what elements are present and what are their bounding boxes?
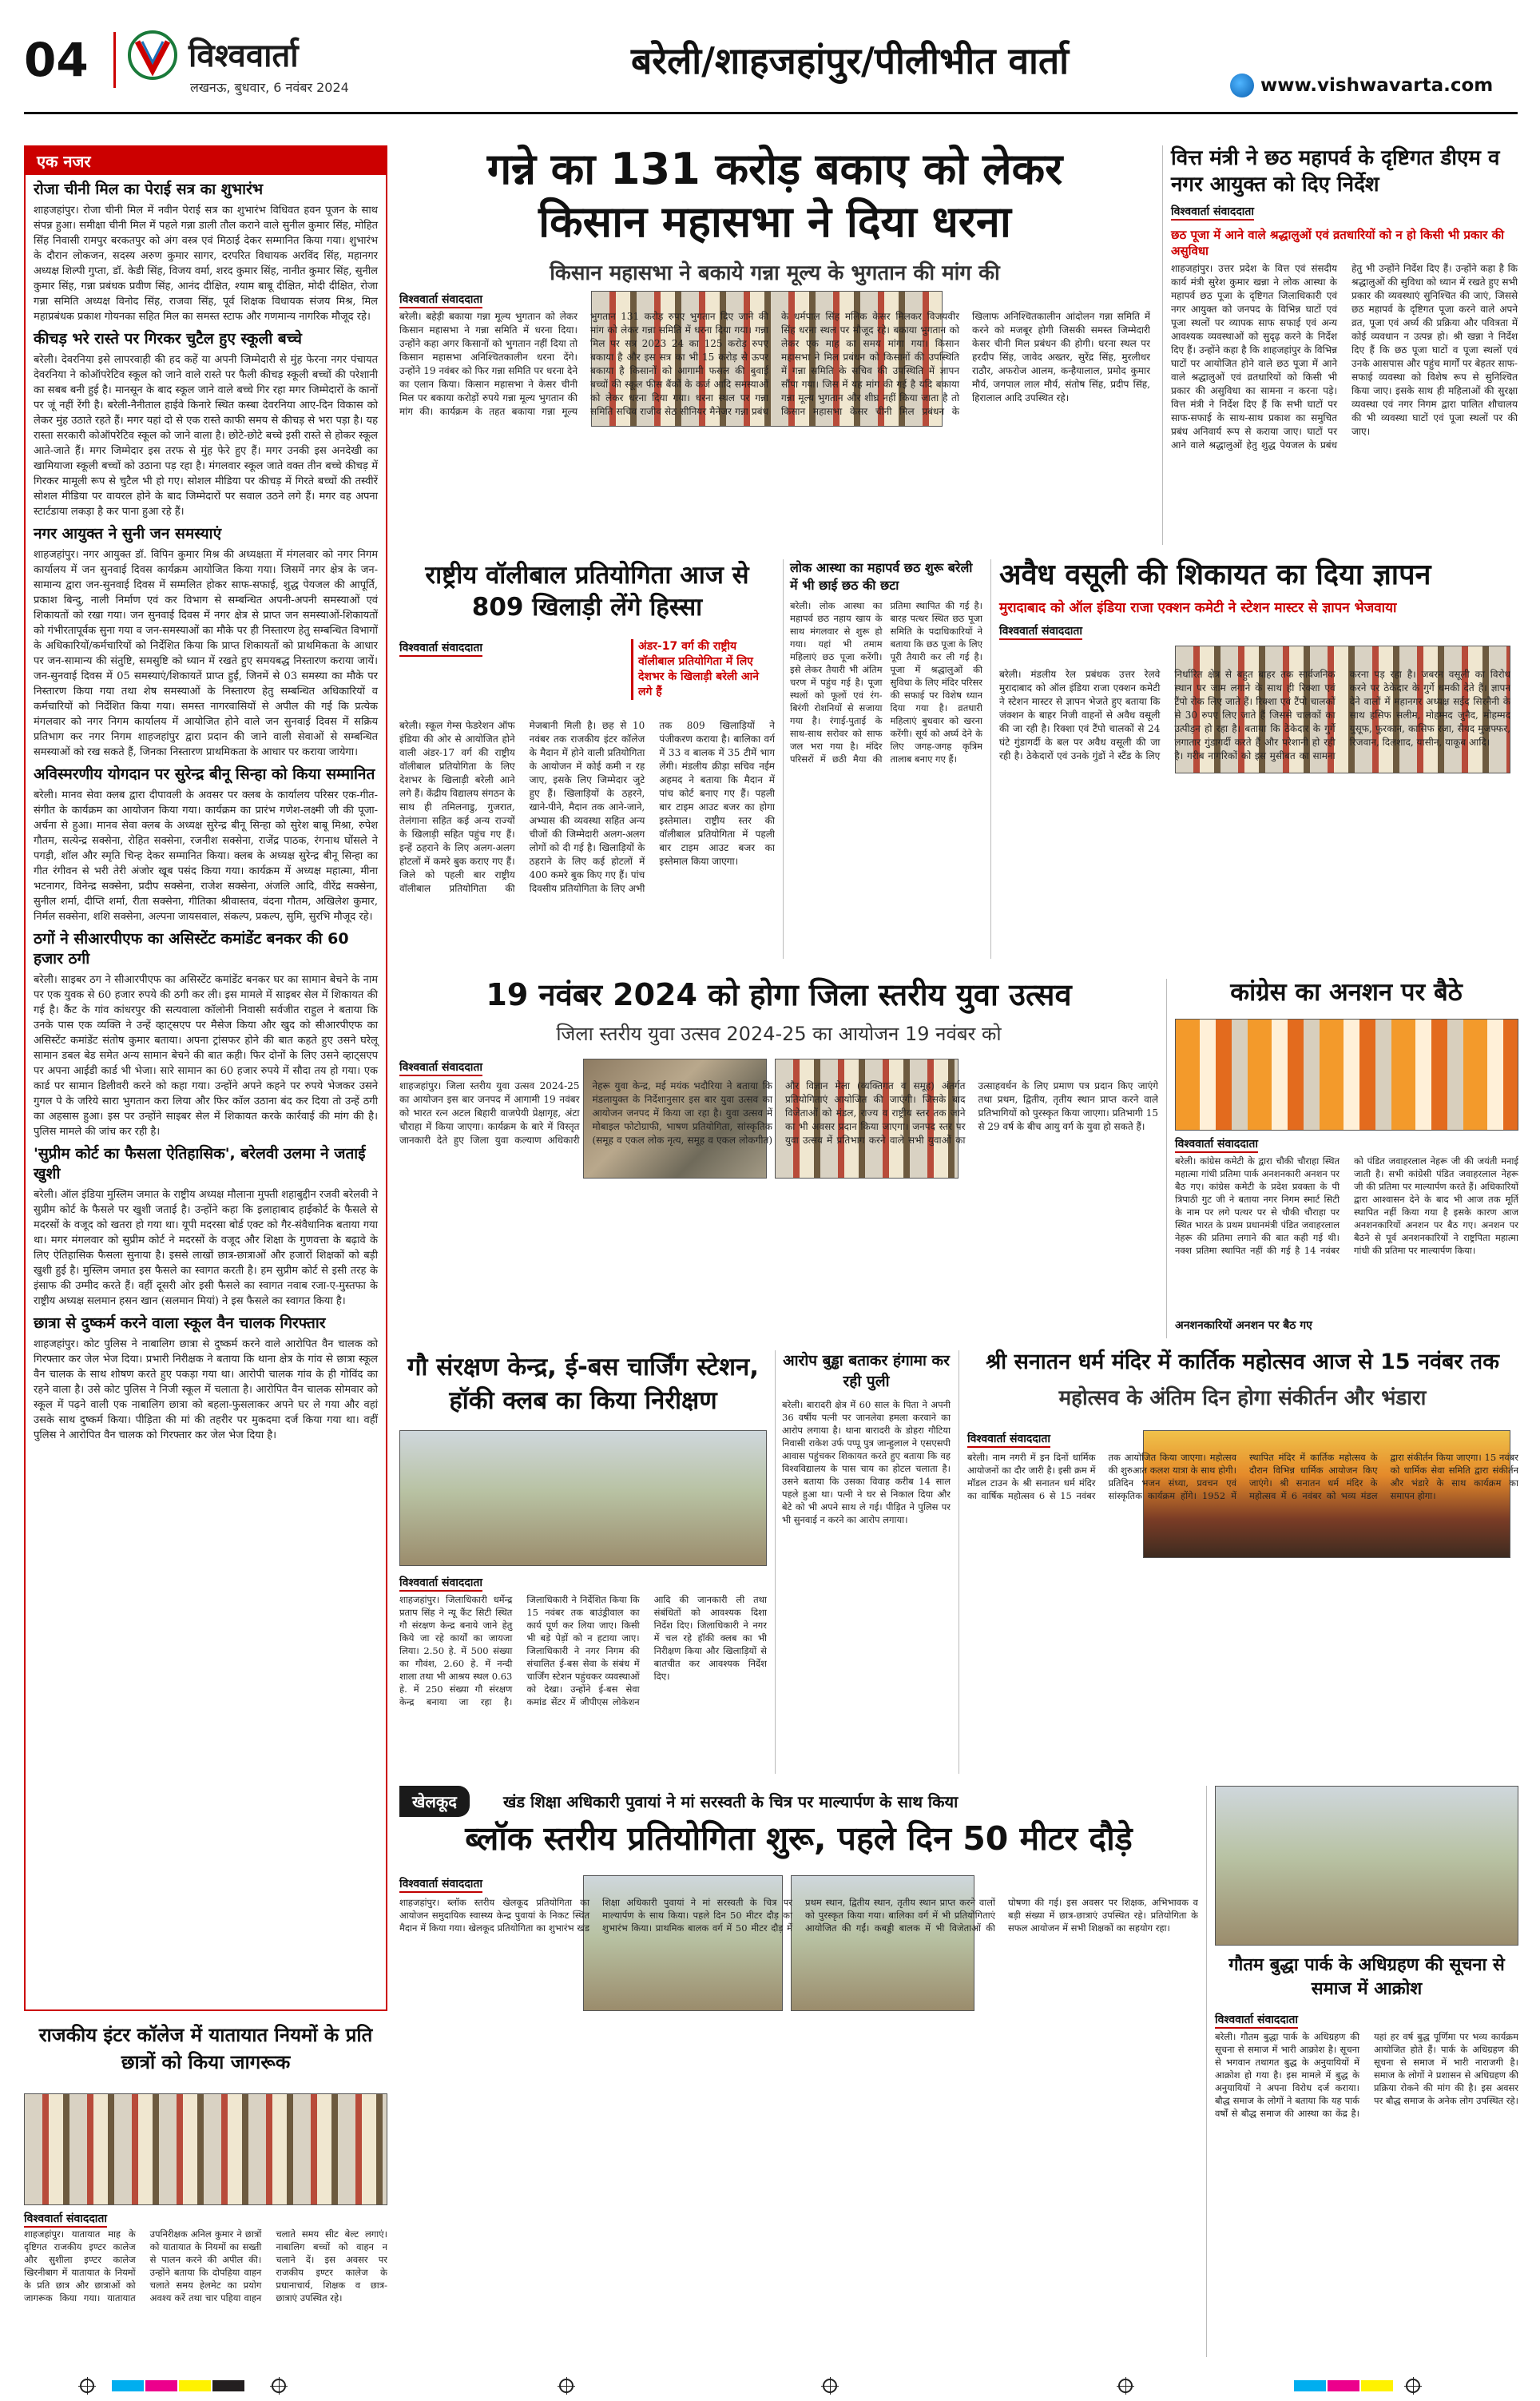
cow-body: शाहजहांपुर। जिलाधिकारी धर्मेन्द्र प्रताप सिंह ने न्यू कैंट सिटी स्थित गौ संरक्षण केन्द्र बनाये जाने हेतु किये जा रहे कार्यों का जायजा लिया। 2.50 हे. में 500 संख्या का गौवंश, 2.60 हे. में नन्दी शाला तथा भी आश्रय स्थल 0.63 हे. में 250 संख्या गौ संरक्षण केन्द्र बनाया जा रहा है। जिलाधिकारी ने निर्देशित किया कि 15 नवंबर तक बाउंड्रीवाल का कार्य पूर्ण कर लिया जाए। किसी भी बड़े पेड़ों को न हटाया जाए। जिलाधिकारी ने नगर निगम की संचालित ई-बस सेवा के संबंध में चार्जिंग स्टेशन पहुंचकर व्यवस्थाओं को देखा। उन्होंने ई-बस सेवा कमांड सेंटर में जीपीएस लोकेशन आदि की जानकारी ली तथा संबंधितों को आवश्यक दिशा निर्देश दिए। जिलाधिकारी ने नगर में चल रहे हॉकी क्लब का भी निरीक्षण किया और खिलाड़ियों से बातचीत कर आवश्यक निर्देश दिए।	[399, 1594, 767, 1707]
accused-headline: आरोप बुड्ढा बताकर हंगामा कर रही पुली	[783, 1352, 950, 1390]
memorandum-subhead: मुरादाबाद को ऑल इंडिया राजा एक्शन कमेटी ने स्टेशन मास्टर से ज्ञापन भेजवाया	[999, 599, 1397, 616]
buddha-photo	[1215, 1786, 1518, 1946]
congress-headline: कांग्रेस का अनशन पर बैठे	[1230, 978, 1463, 1007]
cow-photo	[399, 1430, 767, 1566]
memorandum-body: बरेली। मंडलीय रेल प्रबंधक उत्तर रेलवे मुरादाबाद को ऑल इंडिया राजा एक्शन कमेटी ने स्टेशन मास्टर से ज्ञापन भेजते हुए बताया कि जंक्शन के बाहर निजी वाहनों से अवैध वसूली की जा रही है। रिक्शा एवं टैंपो चालकों से 24 घंटे गुंडागर्दी के बल पर अवैध वसूली की जा रही है। ठेकेदारों एवं उनके गुंडों ने स्टैंड के लिए निर्धारित क्षेत्र से बहुत बाहर तक सार्वजनिक स्थान पर जाम लगाने के साथ ही रिक्शा एवं टैंपो रोक लिए जाते हैं। रिक्शा एवं टैंपो चालकों से 30 रुपए लिए जाते हैं जिससे चालकों का उत्पीड़न हो रहा है। बताया कि ठेकेदार के गुर्गे लगातार गुंडागर्दी करते हैं और परेशानी हो रही है। गरीब नागरिकों को इस मुसीबत का सामना करना पड़ रहा है। जबरन वसूली का विरोध करने पर ठेकेदार के गुर्गे धमकी देते हैं। ज्ञापन देने वालों में महानगर अध्यक्ष सईद सिरनैनी के साथ हसिफ सलीम, मोहम्मद जुनैद, मोहम्मद युसूफ, फुरकान, कासिफ रजा, सैयद मुजफ्फर, रिजवान, दिलशाद, यासीन, याकूब आदि।	[999, 669, 1510, 761]
youth-subhead: जिला स्तरीय युवा उत्सव 2024-25 का आयोजन 19 नवंबर को	[556, 1022, 1002, 1045]
page-number-box	[24, 32, 116, 88]
sidebar-headline: अविस्मरणीय योगदान पर सुरेन्द्र बीनू सिन्हा को किया सम्मानित	[34, 765, 375, 783]
sidebar-headline: 'सुप्रीम कोर्ट का फैसला ऐतिहासिक', बरेलवी उलमा ने जताई खुशी	[34, 1145, 366, 1183]
sidebar-box	[24, 145, 387, 2011]
sidebar-body: बरेली। देवरनिया इसे लापरवाही की हद कहें या अपनी जिम्मेदारी से मुंह फेरना नगर पंचायत देवरनिया ने कोऑपरेटिव स्कूल को जाने वाले रास्ते पर फैली कीचड़ स्कूली बच्चों की परेशानी का सबब बनी हुई है। मानसून के बाद स्कूल जाने वाले बच्चे गिर रहा मगर जिम्मेदारों के कानों पर जूं नहीं रेंगी है। बरेली-नैनीताल हाईवे किनारे स्थित कस्बा देवरनिया आए-दिन विकास को लेकर मुंह उठाते रहते हैं। मगर यहां दो से एक रास्ते काफी समय से कीचड़ से भरा पड़ा है। यह रास्ता सरकारी कोऑपरेटिव स्कूल को जाने वाला है। छोटे-छोटे बच्चे इसी रास्ते से होकर स्कूल आते-जाते हैं। मगर जिम्मेदार इस तरफ से मुंह फेरे हुए हैं। मगर उनकी इस अनदेखी का खामियाजा स्कूली बच्चों को उठाना पड़ रहा है। मंगलवार स्कूल जाते वक्त तीन बच्चे कीचड़ में गिरकर मामूली रूप से चुटैल भी हो गए। सोशल मीडिया पर कीचड़ में गिरते बच्चों की तस्वीरें सोशल मीडिया पर वायरल होने के बाद जिम्मेदारों पर सवाल उठने लगे हैं। मगर वह अपना स्टार्टडाया लकड़ा है कर पाना हुआ रहे हैं।	[34, 354, 378, 518]
block-sports-story	[399, 1786, 1198, 2357]
accused-story	[775, 1350, 951, 1774]
masthead	[0, 0, 1540, 112]
sidebar-item	[34, 1144, 378, 1309]
sanatan-story	[959, 1350, 1518, 1774]
buddha-byline: विश्ववार्ता संवाददाता	[1215, 2012, 1298, 2029]
chhath-headline: लोक आस्था का महापर्व छठ शुरू बरेली में भी छाई छठ की छटा	[790, 560, 973, 593]
memorandum-story	[990, 559, 1518, 959]
buddha-body: बरेली। गौतम बुद्धा पार्क के अधिग्रहण की सूचना से समाज में भारी आक्रोश है। सूचना से भगवान तथागत बुद्ध के अनुयायियों में आक्रोश हो गया है। इस मामले में बुद्ध के अनुयायियों ने अपना विरोध दर्ज कराया। बौद्ध समाज के लोगों ने बताया कि यह पार्क वर्षों से बौद्ध समाज की आस्था का केंद्र है। यहां हर वर्ष बुद्ध पूर्णिमा पर भव्य कार्यक्रम आयोजित होते हैं। पार्क के अधिग्रहण की सूचना से समाज में भारी नाराजगी है। समाज के लोगों ने प्रशासन से अधिग्रहण की प्रक्रिया रोकने की मांग की है। इस अवसर पर बौद्ध समाज के अनेक लोग उपस्थित रहे।	[1215, 2031, 1518, 2119]
sidebar-label: एक नजर	[26, 147, 386, 175]
traffic-byline: विश्ववार्ता संवाददाता	[24, 2211, 107, 2228]
sports-headline: ब्लॉक स्तरीय प्रतियोगिता शुरू, पहले दिन 50 मीटर दौड़े	[465, 1819, 1133, 1858]
chhath-body: बरेली। लोक आस्था का महापर्व छठ नहाय खाय के साथ मंगलवार से शुरू हो गया। यहां भी तमाम महिलाएं छठ पूजा करेंगी। इसे लेकर तैयारी भी अंतिम चरण में पहुंच गई है। पूजा स्थलों को फूलों एवं रंग-बिरंगी रोशनियों से सजाया गया है। रंगाई-पुताई के साथ-साथ सरोवर को साफ जल भरा गया है। मंदिर परिसरों में छठी मैया की प्रतिमा स्थापित की गई है। बारह पत्थर स्थित छठ पूजा समिति के पदाधिकारियों ने बताया कि छठ पूजा के लिए पूरी तैयारी कर ली गई है। पूजा में श्रद्धालुओं की सुविधा के लिए मंदिर परिसर की सफाई पर विशेष ध्यान दिया गया है। व्रतधारी महिलाएं बुधवार को खरना करेंगी। सूर्य को अर्घ्य देने के लिए जगह-जगह कृत्रिम तालाब बनाए गए हैं।	[790, 600, 982, 765]
lead-headline-line1: गन्ने का 131 करोड़ बकाए को लेकर	[486, 144, 1063, 194]
lead-body: बरेली। बहेड़ी बकाया गन्ना मूल्य भुगतान को लेकर किसान महासभा ने गन्ना समिति में धरना दिया। उन्होंने कहा अगर किसानों को भुगतान नहीं दिया तो किसान महासभा अनिश्चितकालीन धरना देंगे। उन्होंने 19 नवंबर को फिर गन्ना समिति पर धरना देने का एलान किया। किसान महासभा ने केसर चीनी मिल पर बकाया करोड़ों रुपये गन्ना मूल्य भुगतान की मांग की। कार्यक्रम के तहत बकाया गन्ना मूल्य भुगतान 131 करोड़ रुपए भुगतान दिए जाने की मांग को लेकर गन्ना समिति में धरना दिया गया। गन्ना मिल पर सत्र 2023 24 का 125 करोड़ रुपए बकाया है और इस सत्र का भी 15 करोड़ से ऊपर बकाया है किसानों को आगामी फसल की बुवाई बच्चों की स्कूल फीस बैंकों के कर्ज आदि समस्याओं को लेकर धरना दिया गया। धरना स्थल पर गन्ना समिति सचिव राजीव सेठ सीनियर मैनेजर गन्ना प्रबंध के धर्मपाल सिंह मलिक केसर मिलकर विजयवीर सिंह धरना स्थल पर मौजूद रहे। बकाया भुगतान को लेकर एक माह का समय मांगा गया। किसान महासभा ने मिल प्रबंधन को किसानों की उपस्थिति में गन्ना समिति के सचिव की उपस्थिति में ज्ञापन सौंपा गया। जिस में यह मांग की गई है यदि बकाया गन्ना मूल्य भुगतान और शीघ्र नहीं किया जाता है तो किसान महासभा केसर चीनी मिल प्रबंधन के खिलाफ अनिश्चितकालीन आंदोलन गन्ना समिति में करने को मजबूर होगी जिसकी समस्त जिम्मेदारी केसर चीनी मिल प्रबंधन की होगी। धरना स्थल पर हरदीप सिंह, जावेद अख्तर, सुरेंद्र सिंह, मुरलीधर राठौर, अफरोज आलम, कन्हैयालाल, प्रमोद कुमार मौर्य, जगपाल लाल मौर्य, संतोष सिंह, प्रदीप सिंह, हिरालाल आदि उपस्थित रहे।	[399, 311, 1150, 417]
color-swatch	[1294, 2380, 1326, 2391]
sidebar-body: शाहजहांपुर। नगर आयुक्त डॉ. विपिन कुमार मिश्र की अध्यक्षता में मंगलवार को नगर निगम कार्यालय में जन सुनवाई दिवस कार्यक्रम आयोजित किया गया। जिसमें नगर क्षेत्र के जन-सामान्य द्वारा जन-सुनवाई दिवस में सम्मलित होकर साफ-सफाई, शुद्ध पेयजल की आपूर्ति, प्रकाश बिन्दु, नाली निर्माण एवं कर विभाग से सम्बन्धित अपनी-अपनी समस्याओं एवं शिकायतों को रखा गया। जन सुनवाई दिवस में नगर क्षेत्र से प्राप्त जन समस्याओं-शिकायतों को गंभीरतापूर्वक सुना गया व जन-समस्याओं का मौके पर ही निस्तारण हेतु सम्बन्धित विभागों के अधिकारियों/कर्मचारियों को निर्देशित किया कि प्राप्त शिकायतों को प्राथमिकता के आधार पर जन-सामान्य की संतुष्टि, समसुष्टि को ध्यान में रखते हुए समयबद्ध निस्तारण कराया जायें। जन-सुनवाई दिवस में 05 समस्याएं/शिकायतें प्राप्त हुईं, जिनमें से 03 समस्या का मौके पर निस्तारण किया गया तथा शेष समस्याओं के निस्तारण हेतु सम्बन्धित अधिकारियों व कर्मचारियों को निर्देशित किया गया। समस्त नागरवासियों से अपील की गई कि प्रत्येक मंगलवार को नगर निगम कार्यालय में आयोजित होने वाले जन सुनवाई दिवस में सक्रिय प्रतिभाग कर नगर निगम शाहजहांपुर द्वारा प्रदान की जाने वाली सेवाओं से सम्बन्धित समस्याओं को रख सकते हैं, जिनका निस्तारण प्राथमिकता के आधार पर कराया जायेगा।	[34, 549, 378, 758]
registration-mark-icon	[559, 2379, 574, 2393]
buddha-headline: गौतम बुद्धा पार्क के अधिग्रहण की सूचना से समाज में आक्रोश	[1228, 1955, 1505, 1999]
cow-shelter-story	[399, 1350, 767, 1774]
registration-mark-icon	[272, 2379, 286, 2393]
lead-story-sugarcane	[399, 145, 1150, 545]
cow-byline: विश्ववार्ता संवाददाता	[399, 1575, 482, 1592]
registration-mark-icon	[1406, 2379, 1420, 2393]
sidebar-headline: नगर आयुक्त ने सुनी जन समस्याएं	[34, 525, 222, 543]
website-link[interactable]: www.vishwavarta.com	[1260, 75, 1494, 96]
finance-minister-story	[1162, 145, 1518, 545]
sports-top-line: खंड शिक्षा अधिकारी पुवायां ने मां सरस्वती के चित्र पर माल्यार्पण के साथ किया	[503, 1792, 959, 1811]
sanatan-headline: श्री सनातन धर्म मंदिर में कार्तिक महोत्सव आज से 15 नवंबर तक	[986, 1350, 1499, 1374]
sidebar-item	[34, 524, 378, 760]
color-swatch	[112, 2380, 144, 2391]
registration-mark-icon	[1118, 2379, 1133, 2393]
sidebar-headline: ठगों ने सीआरपीएफ का असिस्टेंट कमांडेंट बनकर की 60 हजार ठगी	[34, 930, 349, 968]
volleyball-pullquote: अंडर-17 वर्ग की राष्ट्रीय वॉलीबाल प्रतियोगिता में लिए देशभर के खिलाड़ी बरेली आने लगे हैं	[631, 639, 775, 700]
sidebar-headline: रोजा चीनी मिल का पेराई सत्र का शुभारंभ	[34, 181, 264, 198]
sidebar-body: बरेली। ऑल इंडिया मुस्लिम जमात के राष्ट्रीय अध्यक्ष मौलाना मुफ्ती शहाबुद्दीन रजवी बरेलवी ने सुप्रीम कोर्ट के फैसले पर खुशी जताई है। उन्होंने कहा कि इलाहाबाद हाईकोर्ट के फैसले से मदरसों के वजूद को खतरा हो गया था। यूपी मदरसा बोर्ड एक्ट को गैर-संवैधानिक बताया गया था। मगर मंगलवार को सुप्रीम कोर्ट ने मदरसों के वजूद और शिक्षा के गुणवत्ता के बढ़ावे के लिए ऐतिहासिक फैसला सुनाया है। इससे लाखों छात्र-छात्राओं और हजारों शिक्षकों को बड़ी खुशी हुई है। मुस्लिम जमात इस फैसले का स्वागत करती है। हम सुप्रीम कोर्ट से इसी तरह के इंसाफ की उम्मीद करते हैं। वहीं दूसरी ओर इसी फैसले का स्वागत नवाब रजा-ए-मुस्तफा के राष्ट्रीय अध्यक्ष सलमान हसन खान (सलमान मियां) ने इस फैसले का स्वागत किया है।	[34, 1189, 378, 1307]
sanatan-body: बरेली। नाम नगरी में इन दिनों धार्मिक आयोजनों का दौर जारी है। इसी क्रम में मॉडल टाउन के श्री सनातन धर्म मंदिर का वार्षिक महोत्सव 6 से 15 नवंबर तक आयोजित किया जाएगा। महोत्सव की शुरुआत कलश यात्रा के साथ होगी। प्रतिदिन भजन संध्या, प्रवचन एवं सांस्कृतिक कार्यक्रम होंगे। 1952 में स्थापित मंदिर में कार्तिक महोत्सव के दौरान विभिन्न धार्मिक आयोजन किए जाएंगे। श्री सनातन धर्म मंदिर के महोत्सव में 6 नवंबर को भव्य मंडल द्वारा संकीर्तन किया जाएगा। 15 नवंबर को धार्मिक सेवा समिति द्वारा संकीर्तन और भंडारे के साथ कार्यक्रम का समापन होगा।	[967, 1452, 1518, 1501]
finance-byline: विश्ववार्ता संवाददाता	[1171, 204, 1254, 221]
volleyball-headline: राष्ट्रीय वॉलीबाल प्रतियोगिता आज से 809 खिलाड़ी लेंगे हिस्सा	[425, 561, 749, 622]
edition-info: लखनऊ, बुधवार, 6 नवंबर 2024	[190, 80, 349, 95]
paper-logo-icon	[128, 30, 177, 80]
sidebar-body: बरेली। मानव सेवा क्लब द्वारा दीपावली के अवसर पर क्लब के कार्यालय परिसर एक-गीत-संगीत के कार्यक्रम का आयोजन किया गया। कार्यक्रम का प्रारंभ गणेश-लक्ष्मी जी की पूजा-अर्चना से हुआ। मानव सेवा क्लब के अध्यक्ष सुरेन्द्र बीनू सिन्हा को सुरेश बाबू मिश्रा, रुपेश गौतम, सत्येन्द्र सक्सेना, रोहित सक्सेना, रजनीश सक्सेना, राजेंद्र पाठक, रंगनाथ घोंसले ने पगड़ी, शॉल और स्मृति चिन्ह देकर सम्मानित किया। क्लब के अध्यक्ष सुरेन्द्र बीनू सिन्हा का गीत रंगीवन से भरी तेरी अंजोर खूब पसंद किया गया। कार्यक्रम में अध्यक्ष महात्मा, मीना भटनागर, विनेन्द्र सक्सेना, प्रदीप सक्सेना, राजेश सक्सेना, अंजलि आदि, वीरेंद्र सक्सेना, सुनील शर्मा, दीप्ति शर्मा, रीता सक्सेना, गीतिका श्रीवास्तव, वंदना गौतम, अखिलेश कुमार, निर्मल सक्सेना, शशि सक्सेना, अल्पना जायसवाल, संकल्प, प्रकल्प, सुमि, सुरभि मौजूद रहे।	[34, 789, 378, 923]
sanatan-subhead: महोत्सव के अंतिम दिन होगा संकीर्तन और भंडारा	[1058, 1385, 1427, 1410]
sidebar-body: बरेली। साइबर ठग ने सीआरपीएफ का असिस्टेंट कमांडेंट बनकर घर का सामान बेचने के नाम पर एक युवक से 60 हजार रुपये की ठगी कर ली। इस मामले में साइबर सेल में शिकायत की गई है। कैंट के गांव कांधरपुर की सत्यवाला कॉलोनी निवासी सर्वजीत राहुल ने बताया कि उनके पास एक व्यक्ति ने उन्हें व्हाट्सएप पर मैसेज किया और खुद को सीआरपीएफ का असिस्टेंट कमांडेंट संतोष कुमार बताया। अपना ट्रांसफर होने की बात कहते हुए उसने घरेलू सामान डबल बेड समेत अन्य सामान बेचने की बात कही। फिर दोनों के लिए उसने व्हाट्सएप पर अपना आईडी कार्ड भी भेजा। सारे सामान का 60 हजार रुपये में सौदा तय हो गया। एक कार्ड पर सामान डिलीवरी करने को कहा गया। उन्होंने अपने कहने पर रुपये भेजकर उसने गुगल पे के जरिये सारा भुगतान करा लिया और फिर कॉल उठाना बंद कर दिया तो उन्हें ठगी का अहसास हुआ। इस पर उन्होंने साइबर सेल में शिकायत करके कार्रवाई की मांग की है। पुलिस मामले की जांच कर रही है।	[34, 974, 378, 1138]
congress-byline: विश्ववार्ता संवाददाता	[1175, 1136, 1258, 1153]
color-swatch	[212, 2380, 244, 2391]
sports-kicker: खेलकूद	[399, 1786, 470, 1817]
sidebar-headline: कीचड़ भरे रास्ते पर गिरकर चुटैल हुए स्कूली बच्चे	[34, 330, 302, 348]
sidebar-body: शाहजहांपुर। कोट पुलिस ने नाबालिग छात्रा से दुष्कर्म करने वाले आरोपित वैन चालक को गिरफ्तार कर जेल भेज दिया। प्रभारी निरीक्षक ने बताया कि थाना क्षेत्र के गांव से छात्रा स्कूल वैन चालक के साथ शोषण करते हुए पकड़ा गया था। आरोपी चालक गांव के ही गोविंद का रहने वाला है। उसे कोट पुलिस ने निजी स्कूल में चलाता है। आरोपित वैन चालक सोमवार को स्कूल में पढ़ने वाली एक नाबालिग छात्रा को बहला-फुसलाकर अपने घर ले गया और वहां उसके साथ दुष्कर्म किया। पीड़िता की मां की तहरीर पर मुकदमा दर्ज किया गया था। वहीं पुलिस ने आरोपित वैन चालक को गिरफ्तार कर जेल भेज दिया है।	[34, 1338, 378, 1441]
masthead-rule	[24, 112, 1518, 114]
youth-festival-story	[399, 979, 1158, 1338]
sidebar-item	[34, 765, 378, 924]
paper-name: विश्ववार्ता	[189, 38, 299, 74]
finance-body: शाहजहांपुर। उत्तर प्रदेश के वित्त एवं संसदीय कार्य मंत्री सुरेश कुमार खन्ना ने लोक आस्था के महापर्व छठ पूजा के दृष्टिगत जिलाधिकारी एवं नगर आयुक्त को जनपद के विभिन्न घाटों एवं पूजा स्थलों पर व्यापक साफ सफाई एवं अन्य आवश्यक व्यवस्थाओं को सुदृढ़ करने के निर्देश दिए हैं। उन्होंने कहा है कि शाहजहांपुर के विभिन्न घाटों पर आयोजित होने वाले छठ पूजा में आने वाले श्रद्धालुओं एवं व्रतधारियों को किसी भी प्रकार की असुविधा का सामना न करना पड़े। वित्त मंत्री ने निर्देश दिए हैं कि सभी घाटों पर साफ-सफाई के साथ-साथ प्रकाश का समुचित प्रबंध अनिवार्य रूप से कराया जाए। घाटों पर आने वाले श्रद्धालुओं हेतु शुद्ध पेयजल के प्रबंध हेतु भी उन्होंने निर्देश दिए हैं। उन्होंने कहा है कि श्रद्धालुओं की सुविधा को ध्यान में रखते हुए सभी प्रकार की व्यवस्थाएं सुनिश्चित की जाएं, जिससे छठ महापर्व के दृष्टिगत पूजा करने वाले अपने व्रत, पूजा एवं अर्घ्य की प्रक्रिया और पवित्रता में कोई व्यवधान न उत्पन्न हो। श्री खन्ना ने निर्देश दिए हैं कि छठ पूजा घाटों व पूजा स्थलों एवं उनके आसपास और पहुंच मार्गों पर बेहतर साफ-सफाई व्यवस्था को विशेष रूप से सुनिश्चित किया जाए। इसके साथ ही महिलाओं की सुरक्षा व्यवस्था एवं नगर निगम द्वारा पालित शौचालय की भी व्यवस्था घाटों एवं पूजा स्थलों पर की जाए।	[1171, 263, 1518, 451]
color-swatch	[179, 2380, 211, 2391]
color-swatch	[145, 2380, 177, 2391]
sidebar-headline: छात्रा से दुष्कर्म करने वाला स्कूल वैन चालक गिरफ्तार	[34, 1314, 326, 1332]
traffic-story	[24, 2021, 387, 2357]
lead-subhead: किसान महासभा ने बकाये गन्ना मूल्य के भुगतान की मांग की	[550, 261, 1000, 285]
volleyball-byline: विश्ववार्ता संवाददाता	[399, 640, 482, 657]
section-title: बरेली/शाहजहांपुर/पीलीभीत वार्ता	[631, 39, 1070, 82]
lead-headline-line2: किसान महासभा ने दिया धरना	[538, 197, 1011, 247]
color-swatch	[1328, 2380, 1359, 2391]
volleyball-story	[399, 559, 775, 959]
sports-body: शाहजहांपुर। ब्लॉक स्तरीय खेलकूद प्रतियोगिता का आयोजन समुदायिक स्वास्थ्य केन्द्र पुवायां के निकट स्थित मैदान में किया गया। खेलकूद प्रतियोगिता का शुभारंभ खंड शिक्षा अधिकारी पुवायां ने मां सरस्वती के चित्र पर माल्यार्पण के साथ किया। पहले दिन 50 मीटर दौड़ का शुभारंभ किया। प्राथमिक बालक वर्ग में 50 मीटर दौड़ में प्रथम स्थान, द्वितीय स्थान, तृतीय स्थान प्राप्त करने वालों को पुरस्कृत किया गया। बालिका वर्ग में भी प्रतियोगिताएं आयोजित की गईं। कबड्डी बालक में भी विजेताओं की घोषणा की गई। इस अवसर पर शिक्षक, अभिभावक व बड़ी संख्या में छात्र-छात्राएं उपस्थित रहे। प्रतियोगिता के सफल आयोजन में सभी शिक्षकों का सहयोग रहा।	[399, 1897, 1198, 1934]
website-icon	[1230, 74, 1254, 97]
sidebar-body: शाहजहांपुर। रोजा चीनी मिल में नवीन पेराई सत्र का शुभारंभ विधिवत हवन पूजन के साथ संपन्न हुआ। समीक्षा चीनी मिल में पहले गन्ना डाली तौल कराने वाले सुनील कुमार सिंह, मोहित सिंह निवासी रामपुर बरकतपुर को अंग वस्त्र एवं मिठाई देकर सम्मानित किया गया। शुभारंभ के दौरान लोकजन, सदस्य अरुण कुमार सागर, दरपरित विधायक अरविंद सिंह, महानगर अध्यक्ष शिल्पी गुप्ता, डॉ. केडी सिंह, विजय वर्मा, शरद कुमार सिंह, नानीत कुमार सिंह, सुनील कुमार सिंह, गन्ना प्रबंधक प्रवीण सिंह, आनंद दीक्षित, श्याम बाबू दीक्षित, मोदी दीक्षित, रोजा गन्ना समिति अध्यक्ष विनोद सिंह, राजवा सिंह, पूर्व शिक्षक विधायक संजय मिश्र, मिल महाप्रबंधक प्रकाश गोयनका सहित मिल का समस्त स्टाफ और गणमान्य नागरिक मौजूद रहे।	[34, 205, 378, 323]
lead-byline: विश्ववार्ता संवाददाता	[399, 292, 482, 308]
traffic-photo	[24, 2093, 387, 2205]
congress-photo	[1175, 1019, 1518, 1131]
sports-byline: विश्ववार्ता संवाददाता	[399, 1876, 482, 1893]
sanatan-byline: विश्ववार्ता संवाददाता	[967, 1431, 1050, 1448]
accused-body: बरेली। बारादरी क्षेत्र में 60 साल के पिता ने अपनी 36 वर्षीय पत्नी पर जानलेवा हमला करवाने का आरोप लगाया है। थाना बारादरी के डोहरा गौटिया निवासी राकेश उर्फ पप्पू पुत्र जान्हुलाल ने एसएसपी आवास पहुंचकर शिकायत करते हुए बताया कि वह विश्वविद्यालय के पास चाय का होटल चलाता है। उसने बताया कि उसका विवाह करीब 14 साल पहले हुआ था। पत्नी ने घर से निकाल दिया और बेटे को भी अपने साथ ले गई। पीड़ित ने पुलिस पर भी सुनवाई न करने का आरोप लगाया।	[782, 1399, 951, 1525]
buddha-park-story	[1206, 1786, 1518, 2357]
traffic-headline: राजकीय इंटर कॉलेज में यातायात नियमों के प्रति छात्रों को किया जागरूक	[38, 2024, 373, 2073]
volleyball-body: बरेली। स्कूल गेम्स फेडरेशन ऑफ इंडिया की ओर से आयोजित होने वाली अंडर-17 वर्ग की राष्ट्रीय वॉलीबाल प्रतियोगिता के लिए देशभर के खिलाड़ी बरेली आने लगे हैं। केंद्रीय विद्यालय संगठन के साथ ही तमिलनाडु, गुजरात, तेलंगाना सहित कई अन्य राज्यों के खिलाड़ी सहित पहुंच गए हैं। इन्हें ठहराने के लिए अलग-अलग होटलों में कमरे बुक कराए गए हैं। जिले को पहली बार राष्ट्रीय वॉलीबाल प्रतियोगिता की मेजबानी मिली है। छह से 10 नवंबर तक राजकीय इंटर कॉलेज के मैदान में होने वाली प्रतियोगिता के आयोजन में कोई कमी न रह जाए, इसके लिए जिम्मेदार जुटे हुए हैं। खिलाड़ियों के ठहरने, खाने-पीने, मैदान तक आने-जाने, अभ्यास की व्यवस्था सहित अन्य चीजों की जिम्मेदारी अलग-अलग लोगों को दी गई है। खिलाड़ियों के ठहराने के लिए कई होटलों में 400 कमरे बुक किए गए हैं। पांच दिवसीय प्रतियोगिता के लिए अभी तक 809 खिलाड़ियों ने पंजीकरण कराया है। बालिका वर्ग में 33 व बालक में 35 टीमें भाग लेंगी। मंडलीय क्रीड़ा सचिव नईम अहमद ने बताया कि मैदान में पांच कोर्ट बनाए गए हैं। पहली बार टाइम आउट बजर का होगा इस्तेमाल। राष्ट्रीय स्तर की वॉलीबाल प्रतियोगिता में पहली बार टाइम आउट बजर का इस्तेमाल किया जाएगा।	[399, 720, 775, 894]
congress-story	[1166, 979, 1518, 1338]
memorandum-headline: अवैध वसूली की शिकायत का दिया ज्ञापन	[999, 559, 1431, 591]
sidebar-item	[34, 180, 378, 324]
sidebar-item	[34, 1314, 378, 1443]
traffic-body: शाहजहांपुर। यातायात माह के दृष्टिगत राजकीय इण्टर कालेज और सुशीला इण्टर कालेज खिरनीबाग में यातायात के नियमों के प्रति छात्र और छात्राओं को जागरूक किया गया। यातायात उपनिरीक्षक अनिल कुमार ने छात्रों को यातायात के नियमों का सख्ती से पालन करने की अपील की। उन्होंने बताया कि दोपहिया वाहन चलाते समय हेलमेट का प्रयोग अवश्य करें तथा चार पहिया वाहन चलाते समय सीट बेल्ट लगाएं। नाबालिग बच्चों को वाहन न चलाने दें। इस अवसर पर राजकीय इण्टर कालेज के प्रधानाचार्य, शिक्षक व छात्र-छात्राएं उपस्थित रहे।	[24, 2228, 387, 2304]
registration-mark-icon	[80, 2379, 94, 2393]
sidebar-item	[34, 329, 378, 519]
cow-headline: गौ संरक्षण केन्द्र, ई-बस चार्जिंग स्टेशन, हॉकी क्लब का किया निरीक्षण	[407, 1353, 760, 1415]
youth-byline: विश्ववार्ता संवाददाता	[399, 1059, 482, 1076]
memorandum-byline: विश्ववार्ता संवाददाता	[999, 623, 1082, 640]
chhath-story	[783, 559, 982, 959]
finance-pullquote: छठ पूजा में आने वाले श्रद्धालुओं एवं व्रतधारियों को न हो किसी भी प्रकार की असुविधा	[1171, 228, 1505, 258]
print-footer	[0, 2365, 1540, 2401]
registration-mark-icon	[823, 2379, 837, 2393]
youth-body: शाहजहांपुर। जिला स्तरीय युवा उत्सव 2024-25 का आयोजन इस बार जनपद में आगामी 19 नवंबर को भारत रत्न अटल बिहारी वाजपेयी प्रेक्षागृह, अंटा चौराहा में किया जाएगा। कार्यक्रम के बारे में विस्तृत जानकारी देते हुए जिला युवा कल्याण अधिकारी नेहरू युवा केन्द्र, मई मयंक भदौरिया ने बताया कि मंडलायुक्त के निर्देशानुसार इस बार युवा उत्सव का आयोजन जनपद में किया जा रहा है। युवा उत्सव में मोबाइल फोटोग्राफी, भाषण प्रतियोगिता, सांस्कृतिक (समूह व एकल लोक नृत्य, समूह व एकल लोकगीत) और विज्ञान मेला (व्यक्तिगत व समूह) अंतर्गत प्रतियोगिताएं आयोजित की जाएंगी। जिसके बाद विजेताओं को मंडल, राज्य व राष्ट्रीय स्तर तक जाने का भी अवसर प्रदान किया जाएगा। जनपद स्तर पर युवा उत्सव में प्रतिभाग करने वाले सभी युवाओं का उत्साहवर्धन के लिए प्रमाण पत्र प्रदान किए जाएंगे तथा प्रथम, द्वितीय, तृतीय स्थान प्राप्त करने वाले प्रतिभागियों को पुरस्कृत किया जाएगा। प्रतिभागी 15 से 29 वर्ष के बीच आयु वर्ग के युवा हो सकते हैं।	[399, 1080, 1158, 1146]
finance-headline: वित्त मंत्री ने छठ महापर्व के दृष्टिगत डीएम व नगर आयुक्त को दिए निर्देश	[1171, 146, 1500, 197]
color-swatch	[1361, 2380, 1393, 2391]
youth-headline: 19 नवंबर 2024 को होगा जिला स्तरीय युवा उत्सव	[486, 977, 1072, 1012]
sidebar-item	[34, 929, 378, 1139]
congress-body: बरेली। कांग्रेस कमेटी के द्वारा चौकी चौराहा स्थित महात्मा गांधी प्रतिमा पार्क अनशनकारी अनशन पर बैठ गए। कांग्रेस कमेटी के प्रदेश प्रवक्ता के पी त्रिपाठी गुट जी ने बताया नगर निगम स्मार्ट सिटी के नाम पर लगे पत्थर पर से चौकी चौराहा पर स्थित भारत के प्रथम प्रधानमंत्री पंडित जवाहरलाल नेहरू की प्रतिमा लगाने की बात कही गई थी। नक्श प्रतिमा स्थापित नहीं की गई है 14 नवंबर को पंडित जवाहरलाल नेहरू जी की जयंती मनाई जाती है। सभी कांग्रेसी पंडित जवाहरलाल नेहरू जी की प्रतिमा पर माल्यार्पण करते हैं। अधिकारियों द्वारा आश्वासन देने के बाद भी आज तक मूर्ति स्थापित नहीं किया गया है इसके कारण आज अनशनकारियों अनशन पर बैठ गए। अनशन पर बैठने से पूर्व अनशनकारियों ने राष्ट्रपिता महात्मा गांधी की प्रतिमा पर माल्यार्पण किया।	[1175, 1155, 1518, 1256]
congress-sub-label: अनशनकारियों अनशन पर बैठ गए	[1175, 1319, 1312, 1332]
page-number: 04	[24, 33, 89, 87]
